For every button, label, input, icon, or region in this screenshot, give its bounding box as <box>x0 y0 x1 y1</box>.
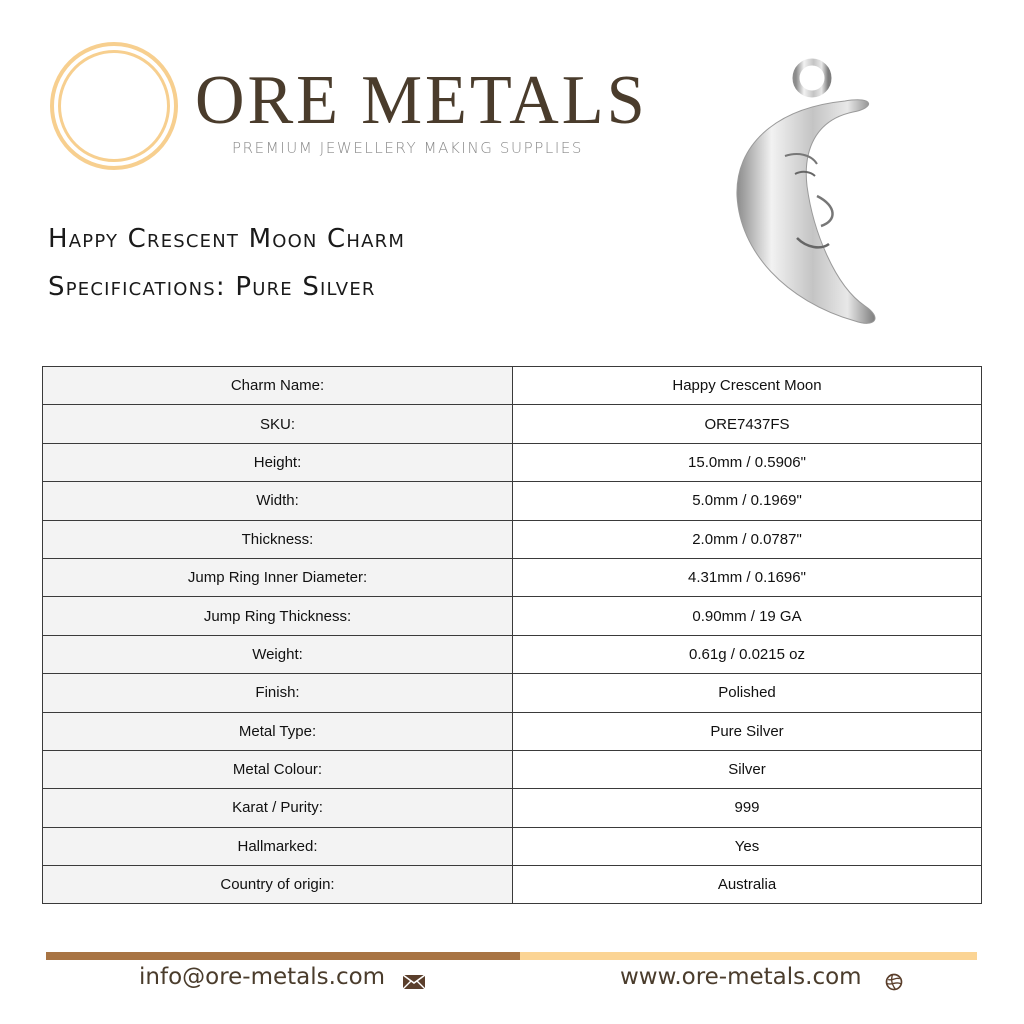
spec-value: Polished <box>513 674 982 712</box>
footer-bar-right <box>520 952 977 960</box>
spec-value: 0.90mm / 19 GA <box>513 597 982 635</box>
spec-value: Happy Crescent Moon <box>513 367 982 405</box>
product-subtitle: Specifications: Pure Silver <box>48 272 376 302</box>
spec-value: ORE7437FS <box>513 405 982 443</box>
spec-value: Australia <box>513 866 982 904</box>
footer-bar-left <box>46 952 520 960</box>
table-row <box>43 597 982 635</box>
table-row <box>43 520 982 558</box>
spec-label: Charm Name: <box>43 367 513 405</box>
table-row <box>43 674 982 712</box>
spec-label: Jump Ring Inner Diameter: <box>43 558 513 596</box>
spec-value: Silver <box>513 750 982 788</box>
spec-value: 2.0mm / 0.0787" <box>513 520 982 558</box>
footer-website-link[interactable]: www.ore-metals.com <box>620 964 862 990</box>
spec-value: Pure Silver <box>513 712 982 750</box>
spec-label: Thickness: <box>43 520 513 558</box>
brand-tagline: PREMIUM JEWELLERY MAKING SUPPLIES <box>232 139 584 157</box>
spec-label: Country of origin: <box>43 866 513 904</box>
spec-label: Weight: <box>43 635 513 673</box>
footer-email-link[interactable]: info@ore-metals.com <box>139 964 386 990</box>
table-row <box>43 443 982 481</box>
spec-value: 5.0mm / 0.1969" <box>513 482 982 520</box>
table-row <box>43 789 982 827</box>
spec-label: Metal Colour: <box>43 750 513 788</box>
spec-label: Hallmarked: <box>43 827 513 865</box>
table-row <box>43 482 982 520</box>
crescent-moon-charm-image <box>725 56 885 331</box>
spec-value: 15.0mm / 0.5906" <box>513 443 982 481</box>
table-row <box>43 405 982 443</box>
table-row <box>43 558 982 596</box>
brand-name: ORE METALS <box>195 62 648 139</box>
table-row <box>43 750 982 788</box>
spec-label: Height: <box>43 443 513 481</box>
table-row <box>43 635 982 673</box>
spec-value: Yes <box>513 827 982 865</box>
spec-label: SKU: <box>43 405 513 443</box>
spec-label: Karat / Purity: <box>43 789 513 827</box>
product-title: Happy Crescent Moon Charm <box>48 224 406 254</box>
spec-label: Jump Ring Thickness: <box>43 597 513 635</box>
spec-label: Finish: <box>43 674 513 712</box>
spec-label: Metal Type: <box>43 712 513 750</box>
spec-value: 0.61g / 0.0215 oz <box>513 635 982 673</box>
table-row <box>43 866 982 904</box>
spec-value: 999 <box>513 789 982 827</box>
table-row <box>43 827 982 865</box>
table-row <box>43 712 982 750</box>
spec-label: Width: <box>43 482 513 520</box>
spec-table <box>42 366 982 904</box>
spec-value: 4.31mm / 0.1696" <box>513 558 982 596</box>
globe-icon <box>882 972 906 992</box>
table-row <box>43 367 982 405</box>
mail-icon <box>402 972 426 992</box>
logo-ring-icon <box>48 40 180 172</box>
